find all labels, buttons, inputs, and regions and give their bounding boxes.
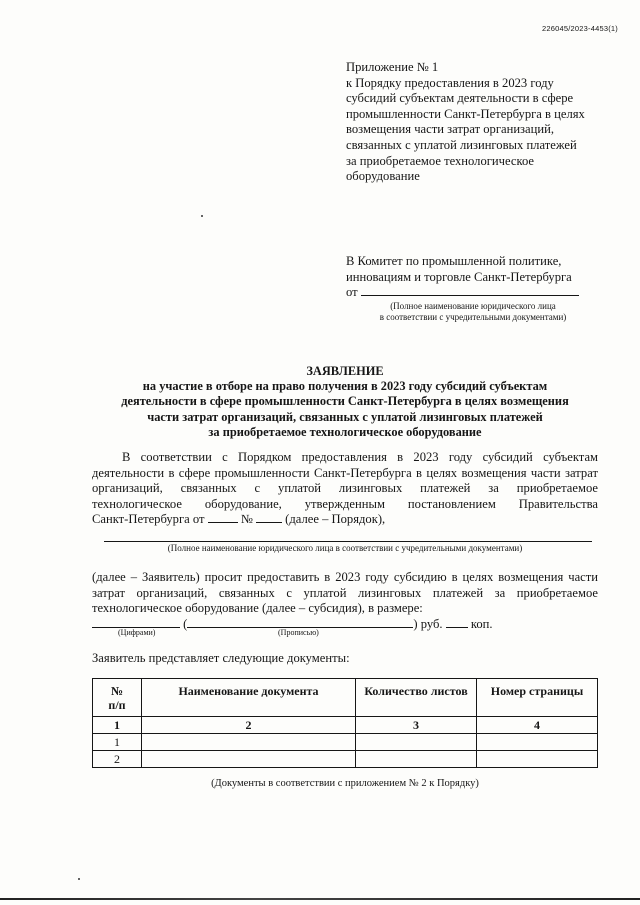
decree-date-label: Санкт-Петербурга от [92,512,205,527]
scan-edge-line [0,898,640,900]
table-header-row [93,679,598,717]
addressee-note-2: в соответствии с учредительными документами) [379,311,567,322]
header-sheet-count: Количество листов [356,679,477,717]
document-name-cell[interactable] [142,751,356,768]
applicant-full-name-field[interactable] [104,541,592,542]
table-note: (Документы в соответствии с приложением № 2 к Порядку) [211,778,479,789]
header-number-line: № [110,683,124,698]
paragraph-basis [92,450,598,528]
appendix-line: промышленности Санкт-Петербурга в целях [346,106,585,121]
words-note: (Прописью) [278,628,319,637]
digits-note: (Цифрами) [118,628,156,637]
addressee-note-1: (Полное наименование юридического лица [390,300,556,311]
rub-label: руб. [420,616,443,631]
paragraph-line: затрат организаций, связанных с уплатой лизинговых платежей за приобретаемое [92,585,598,600]
appendix-line: связанных с уплатой лизинговых платежей [346,137,577,152]
page-number-cell[interactable] [477,751,598,768]
title-line: деятельности в сфере промышленности Санкт-Петербурга в целях возмещения [121,394,569,409]
paragraph-line: технологическое оборудование, утвержденным постановлением Правительства [92,496,598,511]
decree-date-field[interactable] [208,512,238,523]
sheet-count-cell[interactable] [356,734,477,751]
header-document-name: Наименование документа [142,679,356,717]
paragraph-line: организаций, связанных с уплатой лизинговых платежей за приобретаемое [92,481,598,496]
decree-number-field[interactable] [256,512,282,523]
decree-number-label: № [240,512,253,527]
paragraph-line: В соответствии с Порядком предоставления в 2023 году субсидий субъектам [122,450,598,464]
amount-line [92,617,598,633]
row-index: 2 [93,751,142,768]
applicant-name-note: (Полное наименование юридического лица в соответствии с учредительными документами) [167,543,523,553]
paragraph-line: деятельности в сфере промышленности Санкт-Петербурга в целях возмещения части затрат [92,465,598,480]
page-number-cell[interactable] [477,734,598,751]
appendix-line: за приобретаемое технологическое [346,153,535,168]
from-line [346,285,616,301]
table-numbering-row [93,717,598,734]
scan-speck [78,878,80,880]
document-title [80,364,610,440]
title-line: за приобретаемое технологическое оборудование [208,424,482,439]
appendix-line: возмещения части затрат организаций, [346,122,554,137]
appendix-line: Приложение № 1 [346,60,439,74]
scan-speck [201,215,203,217]
header-number-line: п/п [108,697,126,712]
addressee-line: инновациям и торговле Санкт-Петербурга [346,269,572,284]
appendix-header [346,60,616,185]
paragraph-line [92,512,598,528]
header-number [93,679,142,717]
paragraph-request [92,570,598,632]
kopecks-field[interactable] [446,617,468,628]
close-paren: ) [413,616,418,631]
appendix-line: к Порядку предоставления в 2023 году [346,75,554,90]
registration-number: 226045/2023-4453(1) [542,24,618,33]
header-page-number: Номер страницы [477,679,598,717]
table-row [93,734,598,751]
document-name-cell[interactable] [142,734,356,751]
sheet-count-cell[interactable] [356,751,477,768]
appendix-line: оборудование [346,169,420,184]
documents-table [92,678,598,768]
paragraph-line: (далее – Заявитель) просит предоставить в 2023 году субсидию в целях возмещения части [92,570,598,584]
column-number: 2 [142,717,356,734]
open-paren: ( [183,616,188,631]
appendix-line: субсидий субъектам деятельности в сфере [346,91,574,106]
addressee-line: В Комитет по промышленной политике, [346,254,562,268]
title-line: на участие в отборе на право получения в 2023 году субсидий субъектам [142,379,548,394]
kop-label: коп. [470,616,493,631]
title-line: части затрат организаций, связанных с уплатой лизинговых платежей [147,409,543,424]
column-number: 1 [93,717,142,734]
applicant-name-field[interactable] [361,285,579,296]
table-row [93,751,598,768]
title-heading: ЗАЯВЛЕНИЕ [306,364,384,378]
decree-suffix: (далее – Порядок), [285,512,386,527]
row-index: 1 [93,734,142,751]
from-label: от [346,285,358,300]
addressee-block [346,254,616,323]
column-number: 3 [356,717,477,734]
paragraph-line: технологическое оборудование (далее – субсидия), в размере: [92,601,423,616]
documents-intro: Заявитель представляет следующие документы: [92,651,350,665]
column-number: 4 [477,717,598,734]
